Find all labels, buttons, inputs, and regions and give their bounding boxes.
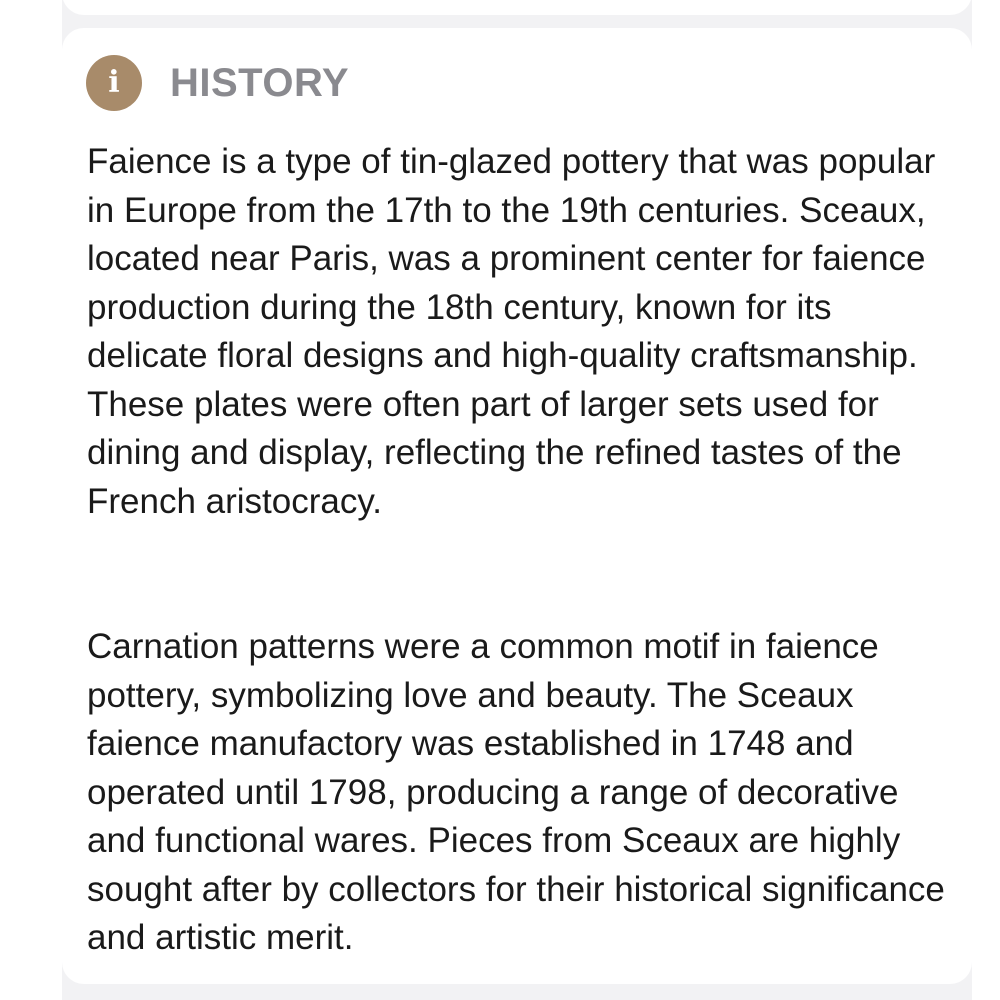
section-header <box>86 55 349 111</box>
info-icon <box>86 55 142 111</box>
history-paragraph-2: Carnation patterns were a common motif in faience pottery, symbolizing love and beauty. The Sceaux faience manufactory was established in 1748 and operated until 1798, producing a range of decorative and functional wares. Pieces from Sceaux are highly sought after by collectors for their historical significance and artistic merit. <box>87 627 945 957</box>
info-icon-glyph: i <box>108 65 120 100</box>
history-card <box>62 28 972 984</box>
previous-card <box>62 0 972 15</box>
history-paragraph-1: Faience is a type of tin-glazed pottery that was popular in Europe from the 17th to the 19th centuries. Sceaux, located near Paris, was a prominent center for faience production during the 18th century, known for its delicate floral designs and high-quality craftsmanship. These plates were often part of larger sets used for dining and display, reflecting the refined tastes of the French aristocracy. <box>87 142 936 521</box>
section-title: HISTORY <box>170 60 350 105</box>
